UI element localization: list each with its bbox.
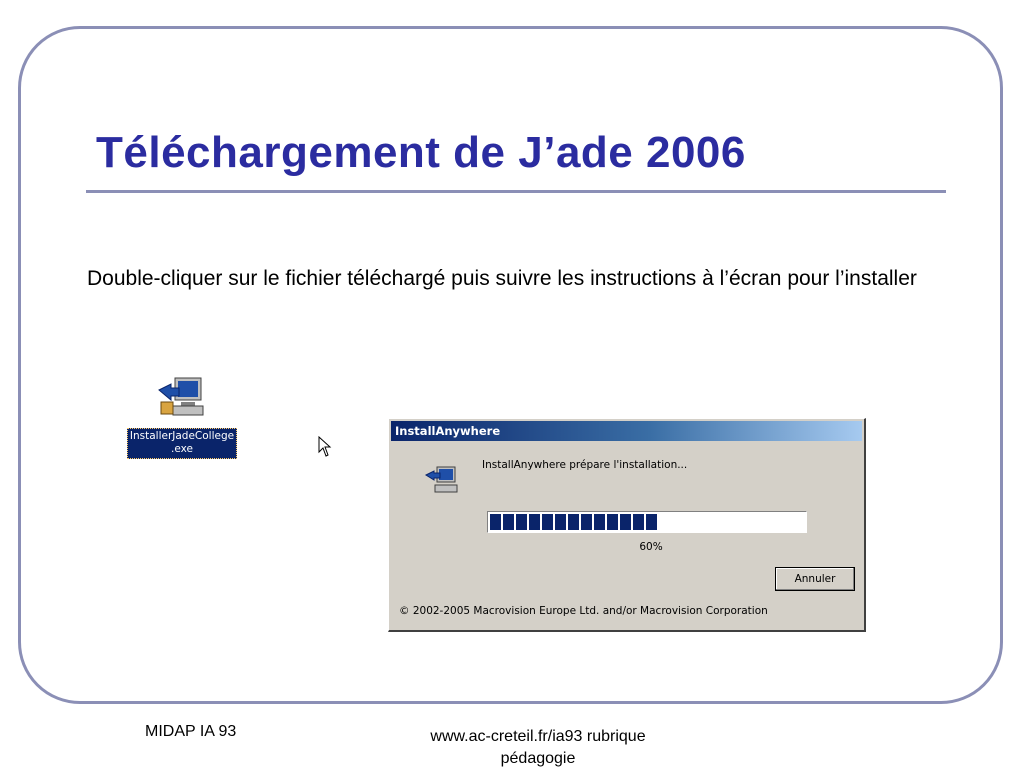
progress-block bbox=[542, 514, 553, 530]
progress-block bbox=[620, 514, 631, 530]
installer-computer-icon bbox=[157, 376, 205, 420]
mouse-cursor-icon bbox=[318, 436, 332, 458]
footer-url: www.ac-creteil.fr/ia93 rubrique pédagogie bbox=[430, 728, 646, 767]
installer-file-icon[interactable] bbox=[127, 376, 237, 460]
dialog-title: InstallAnywhere bbox=[395, 424, 501, 438]
dialog-titlebar[interactable] bbox=[391, 421, 862, 441]
progress-block bbox=[503, 514, 514, 530]
installer-computer-icon bbox=[425, 465, 459, 495]
install-dialog bbox=[388, 418, 866, 632]
progress-block bbox=[516, 514, 527, 530]
progress-block bbox=[646, 514, 657, 530]
progress-block bbox=[581, 514, 592, 530]
progress-block bbox=[607, 514, 618, 530]
progress-percent: 60% bbox=[639, 541, 663, 553]
title-divider bbox=[86, 190, 946, 193]
progress-bar bbox=[487, 511, 807, 533]
file-label-line1: InstallerJadeCollege bbox=[129, 430, 235, 442]
progress-block bbox=[633, 514, 644, 530]
footer-left: MIDAP IA 93 bbox=[145, 723, 237, 740]
progress-block bbox=[490, 514, 501, 530]
progress-block bbox=[555, 514, 566, 530]
installer-file-label bbox=[127, 428, 237, 459]
progress-fill bbox=[490, 514, 806, 530]
dialog-message: InstallAnywhere prépare l'installation... bbox=[482, 459, 688, 471]
progress-block bbox=[568, 514, 579, 530]
instruction-text: Double-cliquer sur le fichier téléchargé puis suivre les instructions à l’écran pour l’installer bbox=[87, 267, 917, 290]
copyright-text: © 2002-2005 Macrovision Europe Ltd. and/or Macrovision Corporation bbox=[399, 605, 768, 617]
progress-block bbox=[594, 514, 605, 530]
cancel-button[interactable]: Annuler bbox=[775, 567, 855, 591]
progress-block bbox=[529, 514, 540, 530]
file-label-line2: .exe bbox=[171, 443, 193, 455]
slide-title: Téléchargement de J’ade 2006 bbox=[96, 128, 746, 177]
